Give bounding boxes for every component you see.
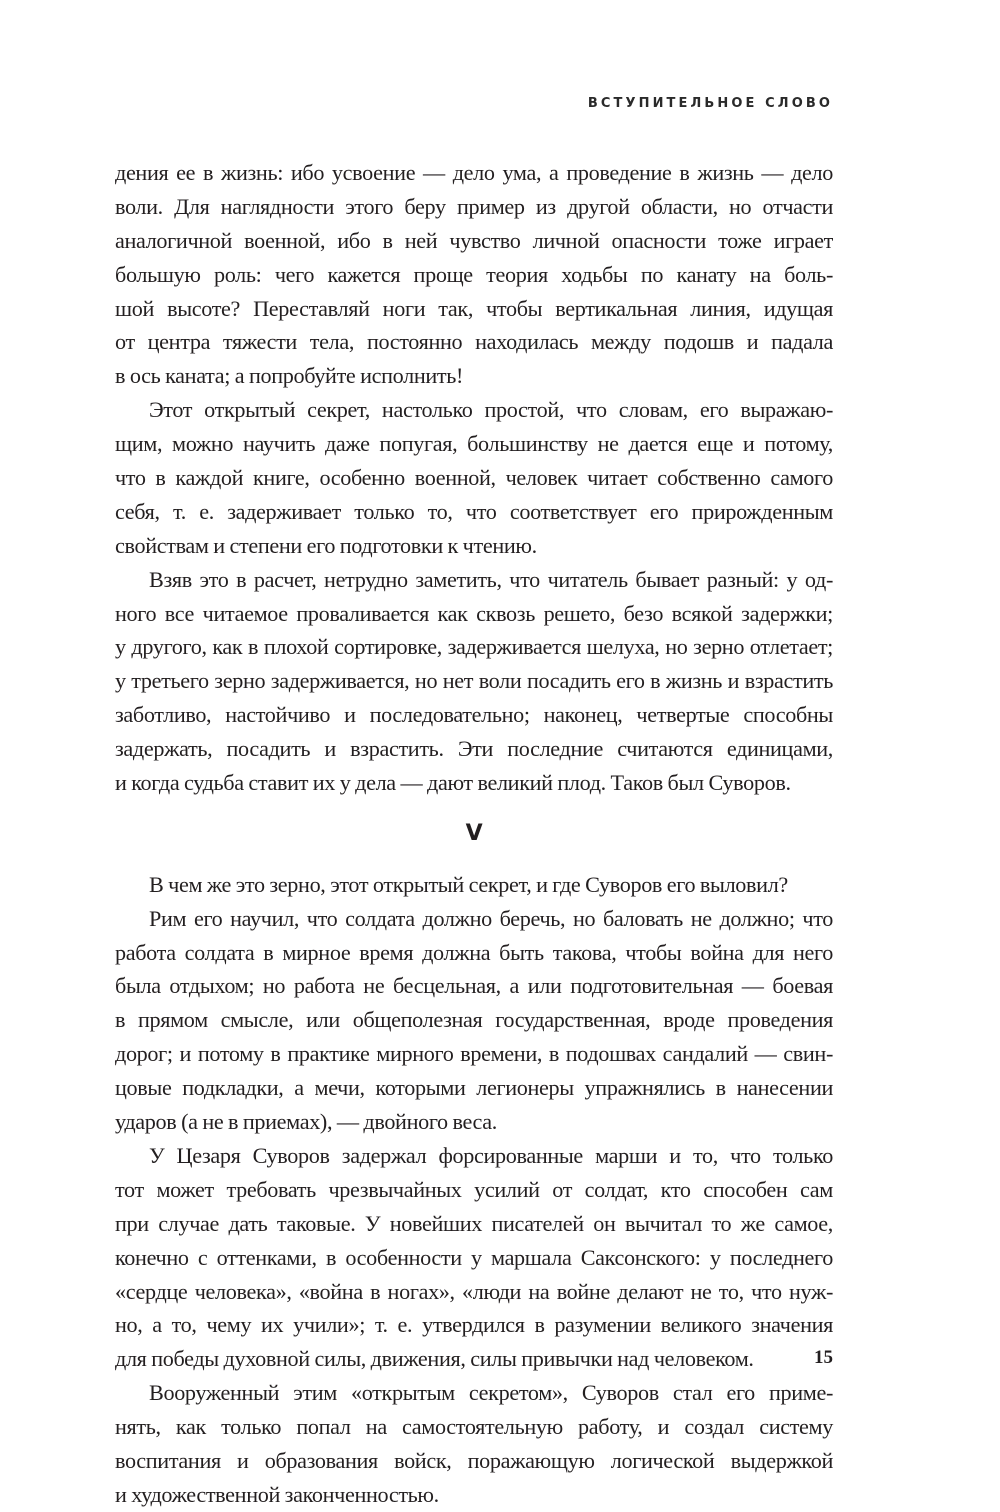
text-line: нять, как только попал на самостоятельную работу, и создал систему	[115, 1414, 833, 1440]
text-line: дения ее в жизнь: ибо усвоение — дело ума, а проведение в жизнь — дело	[115, 160, 833, 185]
text-line: щим, можно научить даже попугая, большинству не дается еще и потому,	[115, 431, 833, 457]
text-line: воли. Для наглядности этого беру пример из другой области, но отчасти	[115, 193, 833, 219]
page-number: 15	[814, 1347, 833, 1368]
text-line: дорог; и потому в практике мирного времени, в подошвах сандалий — свин-	[115, 1041, 833, 1067]
text-line: цовые подкладки, а мечи, которыми легионеры упражнялись в нанесении	[115, 1075, 833, 1101]
paragraph	[115, 1376, 833, 1512]
text-line: от центра тяжести тела, постоянно находилась между подошв и падала	[115, 329, 833, 355]
text-line: свойствам и степени его подготовки к чтению.	[115, 532, 537, 558]
body-text	[115, 156, 833, 1512]
text-line: Вооруженный этим «открытым секретом», Суворов стал его приме-	[149, 1380, 833, 1406]
text-line: ного все читаемое проваливается как сквозь решето, безо всякой задержки;	[115, 600, 833, 626]
text-line: и художественной законченностью.	[115, 1481, 439, 1507]
text-line: шой высоте? Переставляй ноги так, чтобы вертикальная линия, идущая	[115, 295, 833, 321]
text-line: в прямом смысле, или общеполезная государственная, вроде проведения	[115, 1007, 833, 1033]
paragraph	[115, 563, 833, 800]
text-line: конечно с оттенками, в особенности у маршала Саксонского: у последнего	[115, 1244, 833, 1270]
text-line: У Цезаря Суворов задержал форсированные марши и то, что только	[149, 1142, 833, 1168]
text-line: себя, т. е. задерживает только то, что соответствует его прирожденным	[115, 498, 833, 524]
text-line: в ось каната; а попробуйте исполнить!	[115, 363, 464, 389]
text-line: но, а то, чему их учили»; т. е. утвердился в разумении великого значения	[115, 1312, 833, 1338]
text-line: заботливо, настойчиво и последовательно; наконец, четвертые способны	[115, 702, 833, 728]
paragraphs-after-section	[115, 868, 833, 1512]
text-line: воспитания и образования войск, поражающую логической выдержкой	[115, 1447, 833, 1473]
text-line: работа солдата в мирное время должна быть такова, чтобы война для него	[115, 939, 833, 965]
text-line: для победы духовной силы, движения, силы привычки над человеком.	[115, 1346, 754, 1372]
paragraph	[115, 393, 833, 562]
text-line: и когда судьба ставит их у дела — дают великий плод. Таков был Суворов.	[115, 770, 791, 796]
paragraphs-before-section	[115, 156, 833, 800]
text-line: у другого, как в плохой сортировке, задерживается шелуха, но зерно отлетает;	[115, 634, 833, 660]
running-head-title: ВСТУПИТЕЛЬНОЕ СЛОВО	[587, 96, 833, 111]
paragraph	[115, 902, 833, 1139]
text-line: В чем же это зерно, этот открытый секрет, и где Суворов его выловил?	[149, 871, 788, 897]
text-line: Этот открытый секрет, настолько простой, что словам, его выражаю-	[149, 397, 833, 423]
text-line: была отдыхом; но работа не бесцельная, а или подготовительная — боевая	[115, 973, 833, 999]
paragraph	[115, 156, 833, 393]
text-line: тот может требовать чрезвычайных усилий от солдат, кто способен сам	[115, 1176, 833, 1202]
text-line: аналогичной военной, ибо в ней чувство личной опасности тоже играет	[115, 227, 833, 253]
text-line: при случае дать таковые. У новейших писателей он вычитал то же самое,	[115, 1210, 833, 1236]
text-line: Взяв это в расчет, нетрудно заметить, что читатель бывает разный: у од-	[149, 566, 833, 592]
text-line: у третьего зерно задерживается, но нет воли посадить его в жизнь и взрастить	[115, 668, 833, 694]
paragraph	[115, 1139, 833, 1376]
text-line: большую роль: чего кажется проще теория ходьбы по канату на боль-	[115, 261, 833, 287]
text-line: ударов (а не в приемах), — двойного веса.	[115, 1109, 498, 1135]
section-heading: V	[465, 820, 483, 846]
text-line: задержать, посадить и взрастить. Эти последние считаются единицами,	[115, 736, 833, 762]
text-line: Рим его научил, что солдата должно беречь, но баловать не должно; что	[149, 905, 833, 931]
text-line: «сердце человека», «война в ногах», «люди на войне делают не то, что нуж-	[115, 1278, 833, 1304]
text-line: что в каждой книге, особенно военной, человек читает собственно самого	[115, 465, 833, 491]
paragraph	[115, 868, 833, 902]
